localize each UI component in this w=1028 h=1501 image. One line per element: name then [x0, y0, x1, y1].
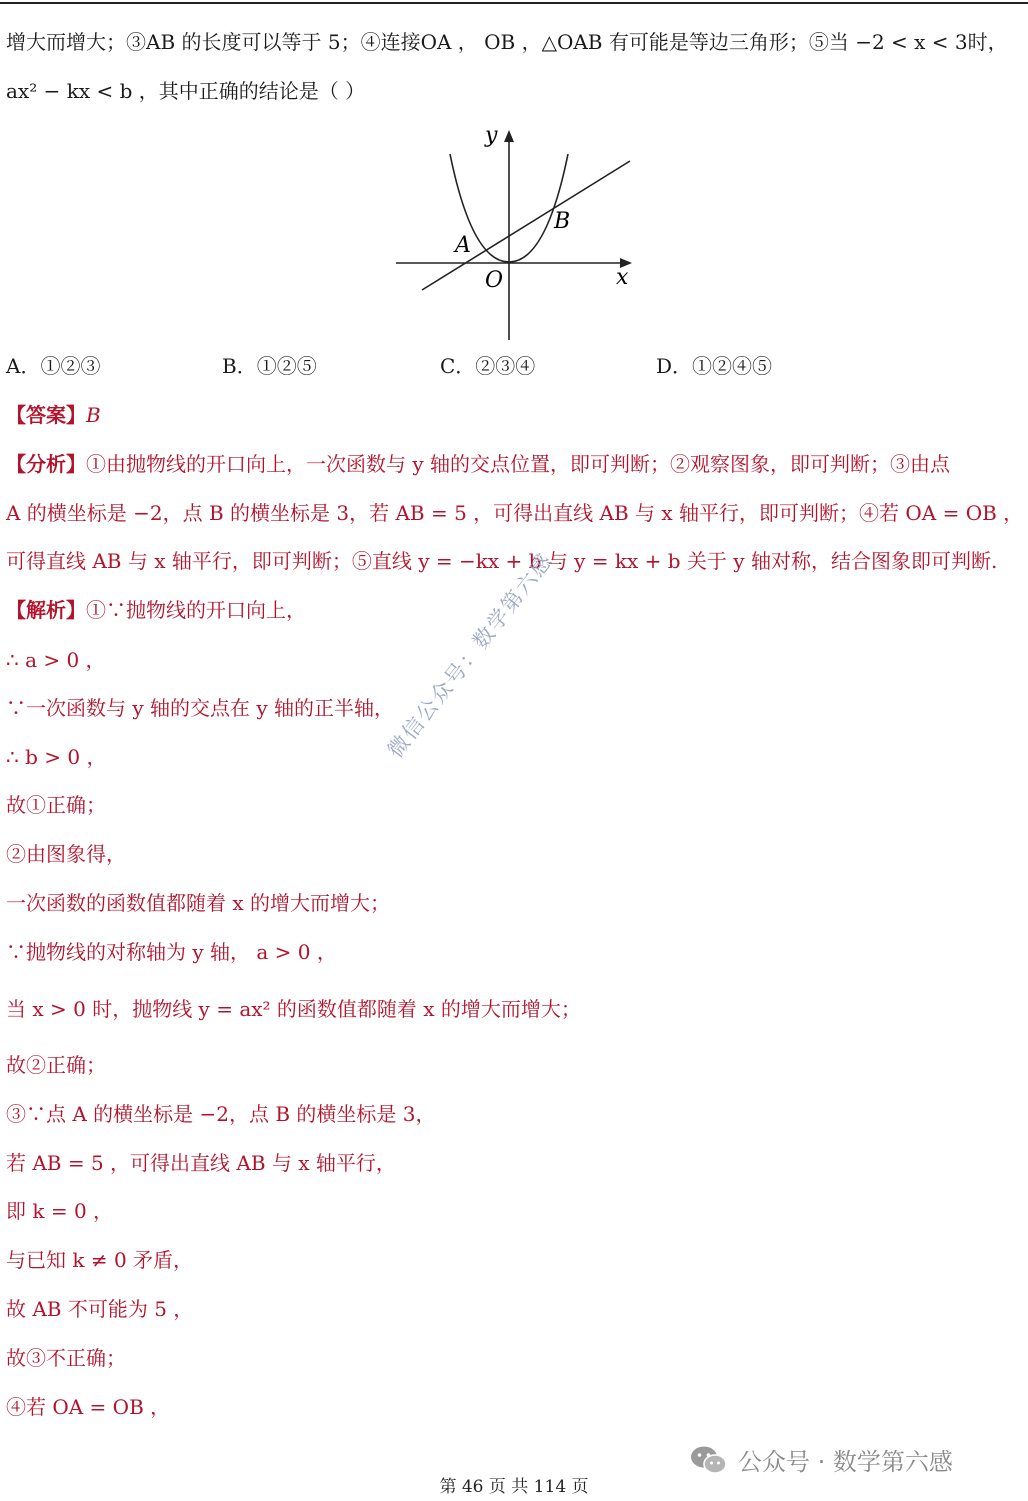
answer-tag: 【答案】	[6, 403, 86, 427]
solution-line: ④若 OA = OB ，	[6, 1395, 171, 1419]
solution-line: 故 AB 不可能为 5 ，	[6, 1297, 194, 1321]
brand-text: 公众号 · 数学第六感	[738, 1448, 953, 1476]
point-b-label: B	[554, 209, 571, 234]
answer-value: B	[86, 403, 101, 427]
solution-line: ∵抛物线的对称轴为 y 轴， a > 0 ，	[6, 940, 337, 964]
answer-line	[6, 401, 101, 429]
option-b: B．①②⑤	[222, 354, 317, 378]
option-d: D．①②④⑤	[656, 354, 773, 378]
analysis-text-1: ①由抛物线的开口向上，一次函数与 y 轴的交点位置，即可判断；②观察图象，即可判断；③由点	[86, 452, 951, 476]
solution-line: 故②正确；	[6, 1053, 106, 1077]
option-c: C．②③④	[440, 354, 536, 378]
analysis-line-3: 可得直线 AB 与 x 轴平行，即可判断；⑤直线 y = −kx + b 与 y = kx + b 关于 y 轴对称，结合图象即可判断.	[6, 549, 998, 573]
question-line-2: ax² − kx < b ，其中正确的结论是（ ）	[6, 79, 366, 103]
y-axis-label: y	[485, 123, 498, 148]
watermark-text: 微信公众号：数学第六感	[383, 548, 558, 763]
analysis-tag: 【分析】	[6, 452, 86, 476]
solution-line: 一次函数的函数值都随着 x 的增大而增大；	[6, 891, 390, 915]
solution-line: ∵一次函数与 y 轴的交点在 y 轴的正半轴，	[6, 696, 395, 720]
solution-text-1: ①∵抛物线的开口向上，	[86, 598, 306, 622]
solution-line: 即 k = 0 ，	[6, 1199, 114, 1223]
page-footer: 第 46 页 共 114 页	[439, 1477, 589, 1497]
solution-line: 故③不正确；	[6, 1346, 126, 1370]
line-ab	[422, 161, 630, 290]
question-line-1: 增大而增大；③AB 的长度可以等于 5；④连接OA ， OB ，△OAB 有可能是等边三角形；⑤当 −2 < x < 3时，	[6, 30, 1008, 54]
solution-line: ③∵点 A 的横坐标是 −2，点 B 的横坐标是 3，	[6, 1102, 436, 1126]
solution-line: 故①正确；	[6, 793, 106, 817]
y-axis-arrow	[504, 130, 514, 142]
solution-line-1	[6, 596, 306, 624]
solution-line: ∴ a > 0 ，	[6, 648, 106, 672]
solution-line: 与已知 k ≠ 0 矛盾，	[6, 1248, 194, 1272]
solution-tag: 【解析】	[6, 598, 86, 622]
analysis-line-2: A 的横坐标是 −2，点 B 的横坐标是 3，若 AB = 5 ，可得出直线 AB 与 x 轴平行，即可判断；④若 OA = OB ，	[6, 501, 1024, 525]
origin-label: O	[485, 268, 504, 293]
solution-line: 若 AB = 5 ，可得出直线 AB 与 x 轴平行，	[6, 1151, 396, 1175]
point-a-label: A	[455, 233, 471, 258]
function-graph	[392, 118, 642, 350]
analysis-line-1	[6, 450, 950, 478]
wechat-icon	[690, 1445, 728, 1475]
x-axis-label: x	[616, 265, 629, 290]
option-a: A．①②③	[6, 354, 101, 378]
solution-line: 当 x > 0 时，抛物线 y = ax² 的函数值都随着 x 的增大而增大；	[6, 997, 581, 1021]
solution-line: ∴ b > 0 ，	[6, 745, 107, 769]
top-rule	[0, 2, 1028, 4]
solution-line: ②由图象得，	[6, 842, 126, 866]
